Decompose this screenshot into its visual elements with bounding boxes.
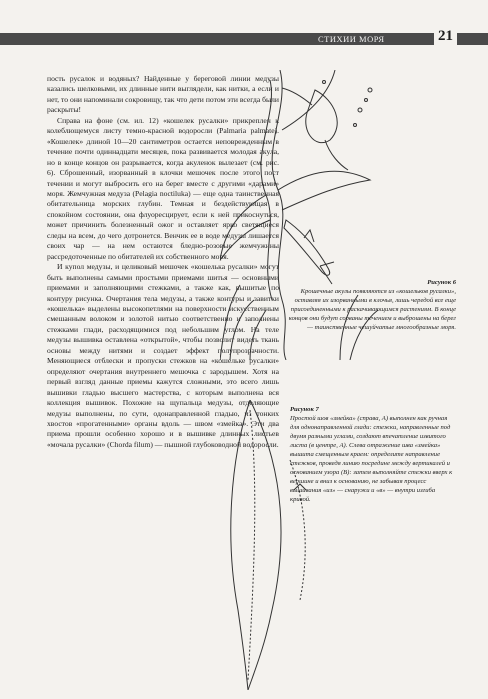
figure-7-caption	[290, 405, 456, 504]
header-bar	[0, 33, 488, 45]
running-header-title: СТИХИИ МОРЯ	[318, 34, 385, 44]
figure-6-label: Рисунок 6	[427, 279, 456, 286]
paragraph-3: И купол медузы, и целиковый мешочек «кошелька русалки» могут быть выполнены самыми простыми приемами шитья — основными приемами и заполняющими стежками, а также как, вышитые по контуру рисунка. Очертания тела медузы, а также контуры и завитки «кошелька» выделены высокопетлями на поверхности искусственным смешанным волоком и золотой нитью соответственно и заполнены стежками глади, расходящимися под небольшим углом. На теле медузы вышивка оставлена «открытой», чтобы позволит видеть ткань основы между нитями и создает эффект полупрозрачности. Меняющиеся отблески и пропуски стежков на «кошельке русалки» определяют очертания внутреннего мешочка с зародышем. Хотя на первый взгляд данные приемы кажутся сложными, это всего лишь вышивки гладью высшего мастерства, с которым выполнена вся коллекция вышивок. Похожие на щупальца медузы, отделяющие медузы выполнены, по сути, одонаправленной гладью, из тонких хвостов «прогатенными» органы вдоль — швом «змейка». Эти два приема прошли особенно хорошо и в вышивке длинных листьев «мочала русалки» (Chorda filum) — пышной глубоководной водоросли.	[47, 262, 279, 449]
paragraph-1: пость русалок и водяных? Найденные у береговой линии медузы казались шелковыми, их длинные нити выглядели, как нитки, а если и нет, то они напоминали сокровищу, так что дети потом эти всегда были раскрыты!	[47, 74, 279, 115]
page-number: 21	[434, 28, 457, 45]
paragraph-2: Справа на фоне (см. ил. 12) «кошелек русалки» прикреплен к колеблющемуся листу темно-красной водоросли (Palmaria palmate). «Кошелек» длиной 10—20 сантиметров остается неповрежденным в течение почти одиннадцати месяцев, пока развивается молодая акула, но в конце концов он разрывается, когда акуленок вылезает (см. рис. 6). Сброшенный, изорванный в клочки мешочек после этого пост течении и могут выбросить его на берег вместе с другими «дарами» моря. Жемчужная медуза (Pelagia noctiluka) — еще одна таинственная обитательница морских глубин. Темная и бездействующая в спокойном состоянии, она флуоресцирует, если к ней прикоснуться, может причинить болезненный ожог и оставляет ярко светящиеся следы на всем, до чего дотронется. Венчик ее в воде медузы лишается своих чар — на нем остаются бледно-розовые жемчужины рассредоточенные по обитателей их собственного моря.	[47, 115, 279, 261]
figure-7-label: Рисунок 7	[290, 406, 319, 413]
figure-7-text: Простой шов «змейка» (справа, А) выполнен как ручная для однонаправленной глади: стежки, направленные под двумя разными углами, создают впечатление извитого листа (в центре, А). Слева отражение шва «змейка» вышита смещенным краем: определите направление стежков, проведя линию посредине между вертикалей и основанием узора (В): затем выполняйте стежки вверх к вершине и вниз к основанию, не забывая процесс вышивания «из» — снаружи и «в» — внутри изгиба кривой.	[290, 415, 453, 503]
figure-6-text: Крошечные акулы появляются из «кошельков русалки», оставляя их изорванными в клочья, лишь чередой все еще присоединенными к раскачивающимся растениям. В конце концов они будут сорваны течением и выброшены на берег — таинственные чешуйчатые многообразные моря.	[288, 288, 456, 331]
figure-6-caption	[286, 278, 456, 332]
